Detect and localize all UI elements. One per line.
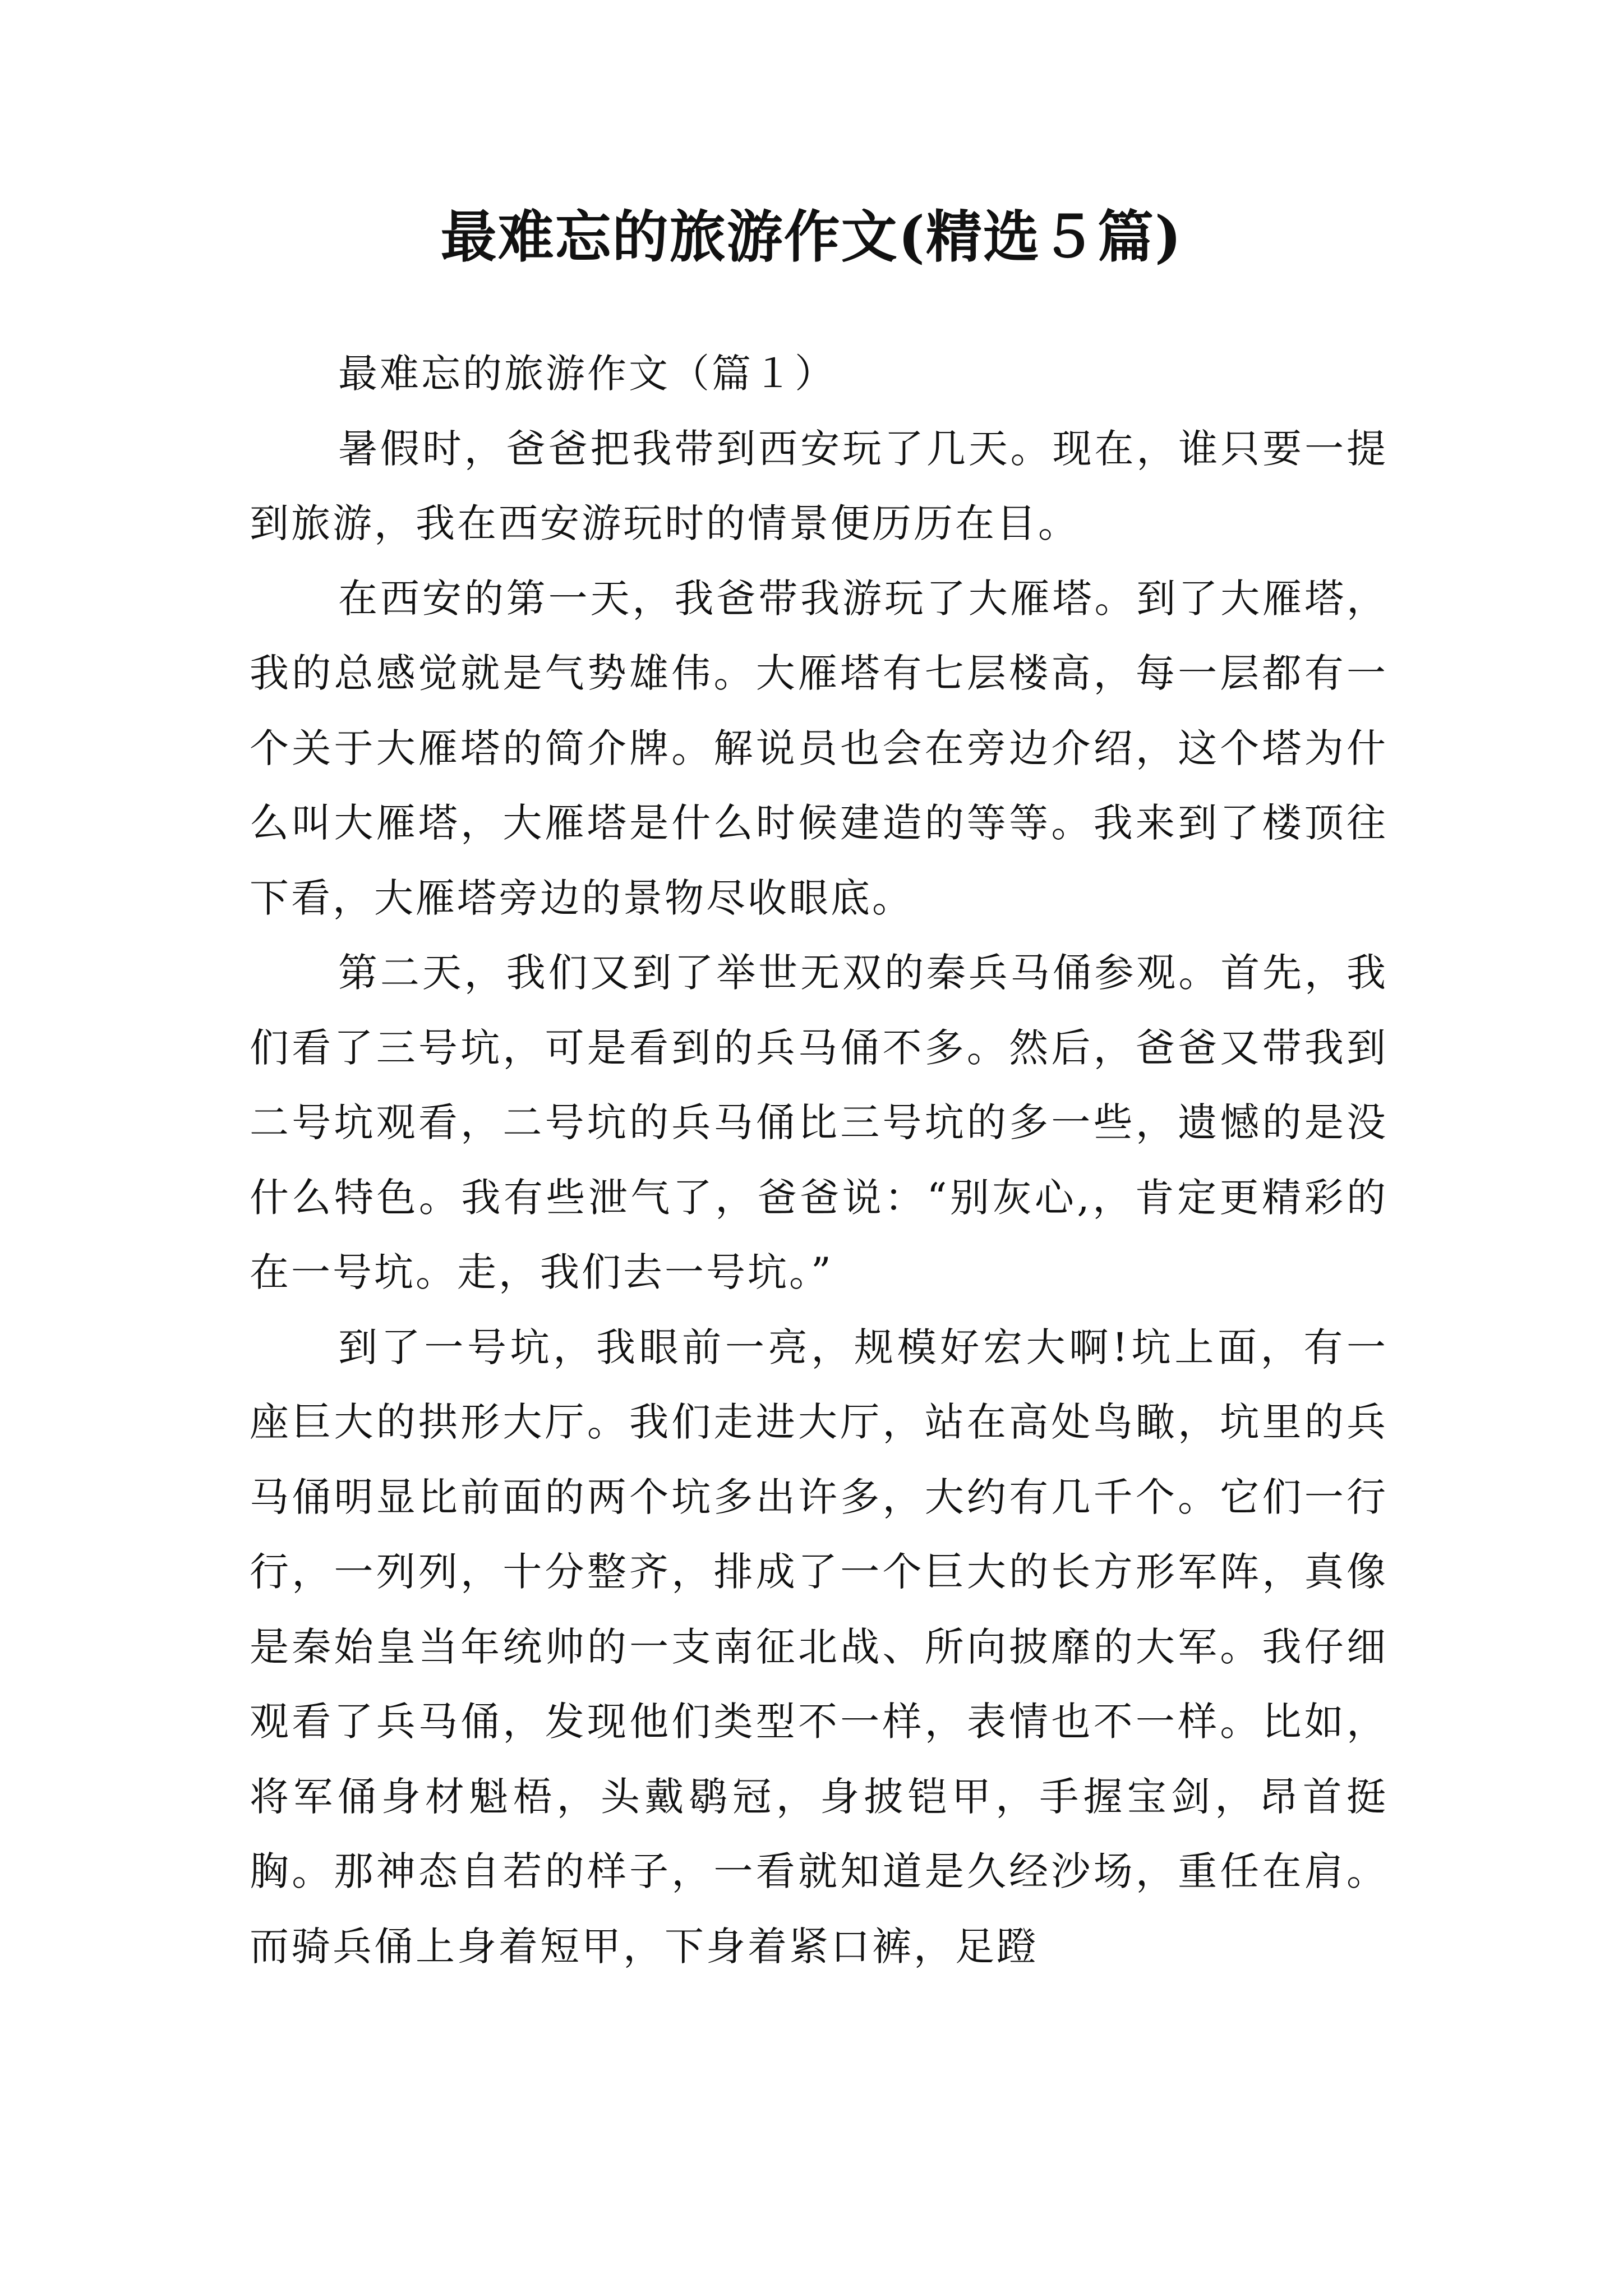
paragraph-4: 到了一号坑，我眼前一亮，规模好宏大啊!坑上面，有一座巨大的拱形大厅。我们走进大厅，站在高处鸟瞰，坑里的兵马俑明显比前面的两个坑多出许多，大约有几千个。它们一行行，一列列，十分整齐，排成了一个巨大的长方形军阵，真像是秦始皇当年统帅的一支南征北战、所向披靡的大军。我仔细观看了兵马俑，发现他们类型不一样，表情也不一样。比如，将军俑身材魁梧，头戴鹖冠，身披铠甲，手握宝剑，昂首挺胸。那神态自若的样子，一看就知道是久经沙场，重任在肩。而骑兵俑上身着短甲，下身着紧口裤，足蹬	[250, 1324, 1388, 1970]
paragraph-1: 暑假时，爸爸把我带到西安玩了几天。现在，谁只要一提到旅游，我在西安游玩时的情景便历历在目。	[250, 425, 1388, 546]
document-title: 最难忘的旅游作文(精选５篇)	[440, 204, 1183, 270]
document-body	[250, 337, 1388, 1984]
paragraph-3: 第二天，我们又到了举世无双的秦兵马俑参观。首先，我们看了三号坑，可是看到的兵马俑不多。然后，爸爸又带我到二号坑观看，二号坑的兵马俑比三号坑的多一些，遗憾的是没什么特色。我有些泄气了，爸爸说：“别灰心,，肯定更精彩的在一号坑。走，我们去一号坑。”	[250, 950, 1388, 1295]
section-heading: 最难忘的旅游作文（篇１）	[338, 351, 836, 397]
paragraph-2: 在西安的第一天，我爸带我游玩了大雁塔。到了大雁塔，我的总感觉就是气势雄伟。大雁塔有七层楼高，每一层都有一个关于大雁塔的简介牌。解说员也会在旁边介绍，这个塔为什么叫大雁塔，大雁塔是什么时候建造的等等。我来到了楼顶往下看，大雁塔旁边的景物尽收眼底。	[250, 575, 1388, 921]
